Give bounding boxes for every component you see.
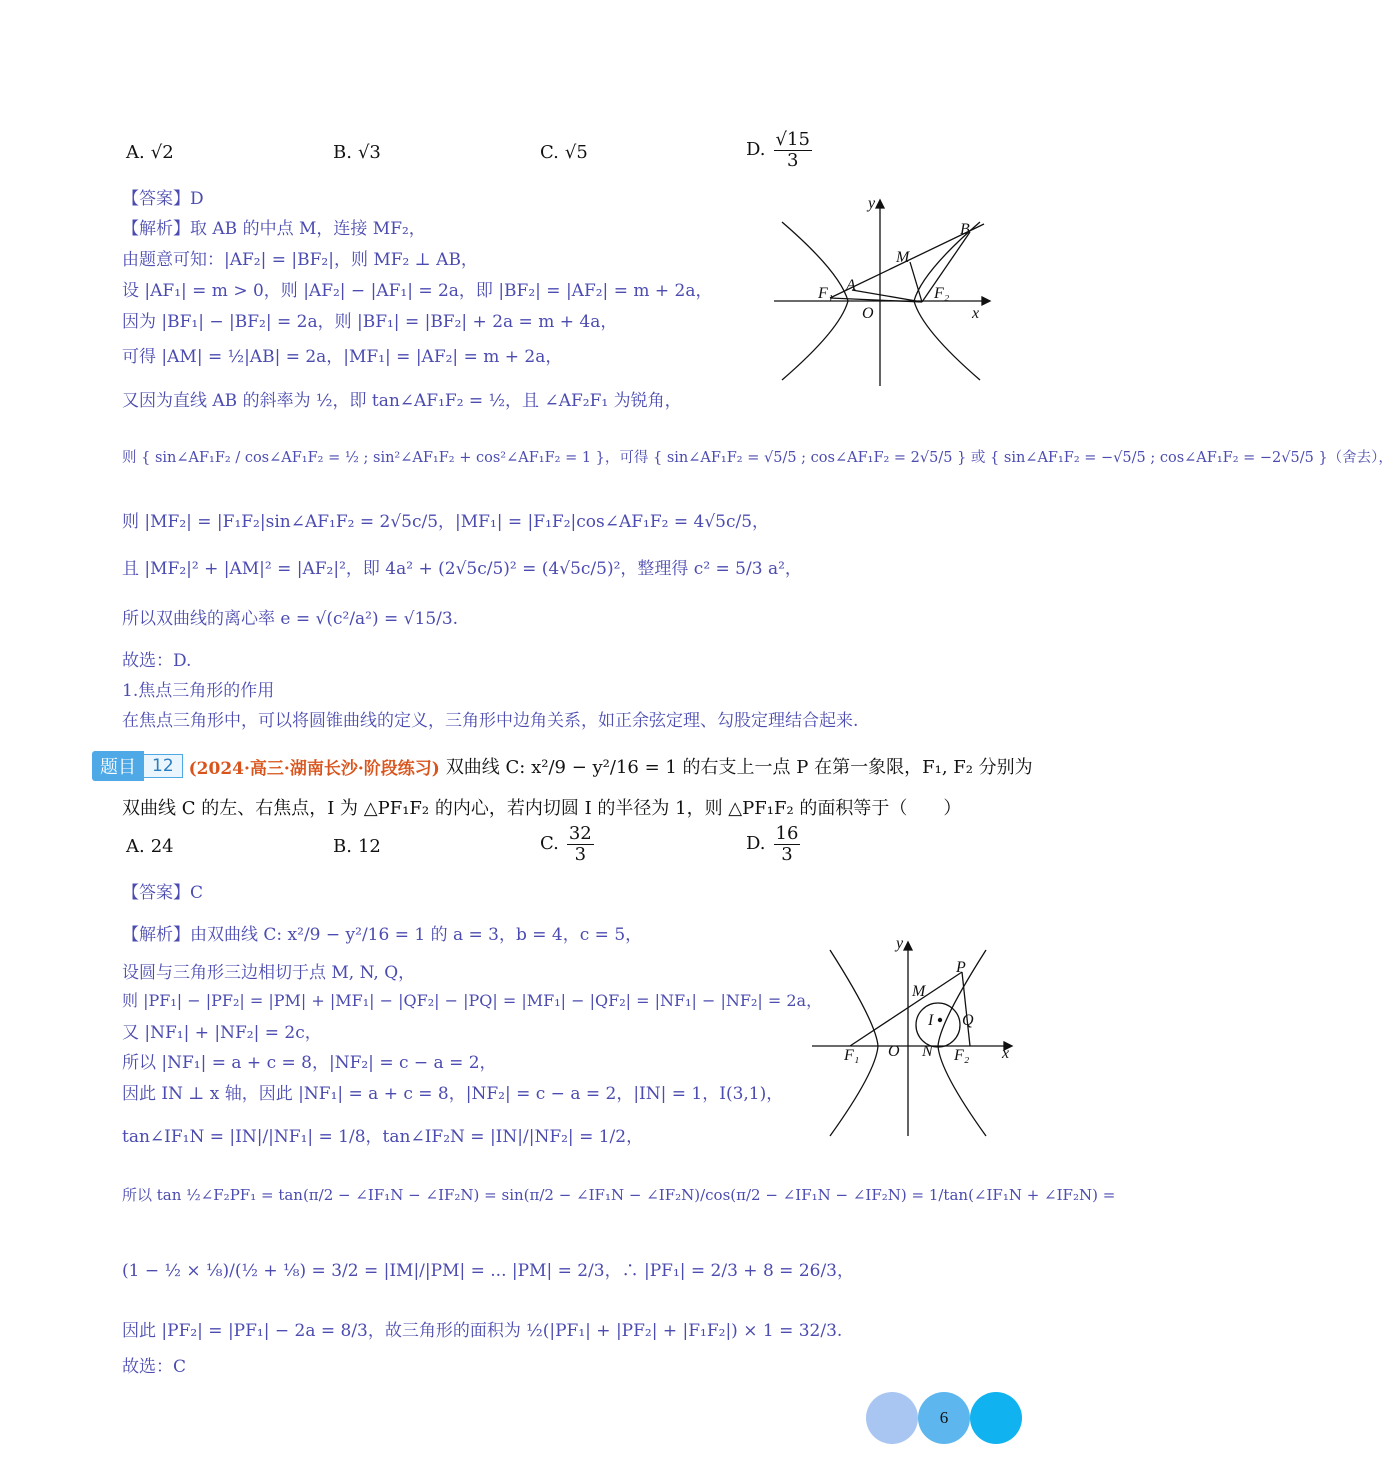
option-label: C. (540, 833, 559, 855)
figure-hyperbola-2 (810, 932, 1020, 1137)
option-value: √2 (150, 142, 174, 163)
q11-explanation-line: 故选：D. (122, 651, 192, 671)
q12-explanation-line: 【解析】由双曲线 C: x²/9 − y²/16 = 1 的 a = 3，b = 4，c = 5， (122, 925, 643, 945)
option-label: B. (333, 836, 352, 857)
page-number: 6 (918, 1392, 970, 1444)
incircle (916, 1003, 960, 1047)
page-number-badge (866, 1392, 1026, 1446)
q12-explanation-line: 所以 tan ½∠F₂PF₁ = tan(π/2 − ∠IF₁N − ∠IF₂N) = sin(π/2 − ∠IF₁N − ∠IF₂N)/cos(π/2 − ∠IF₁N − ∠IF₂N) = 1/tan(∠IF₁N + ∠IF₂N) = (122, 1186, 1116, 1204)
option-value: 12 (357, 836, 381, 857)
decor-circle (866, 1392, 918, 1444)
question-number: 12 (144, 754, 183, 778)
label-f1: F₁ (818, 285, 834, 302)
label-m: M (896, 249, 910, 266)
q12-explanation-line: (1 − ½ × ⅛)/(½ + ⅛) = 3/2 = |IM|/|PM| = ... |PM| = 2/3，∴ |PF₁| = 2/3 + 8 = 26/3， (122, 1261, 854, 1281)
fraction-denominator: 3 (574, 843, 587, 865)
q12-answer: 【答案】C (122, 883, 204, 903)
q11-explanation-line: 又因为直线 AB 的斜率为 ½，即 tan∠AF₁F₂ = ½，且 ∠AF₂F₁ 为锐角， (122, 391, 682, 411)
q12-explanation-line: 又 |NF₁| + |NF₂| = 2c， (122, 1023, 322, 1043)
label-m: M (912, 983, 926, 1000)
q11-explanation-line: 所以双曲线的离心率 e = √(c²/a²) = √15/3. (122, 609, 459, 629)
option-value: √5 (564, 142, 588, 163)
fraction-numerator: 16 (775, 823, 799, 844)
label-f1: F₁ (844, 1047, 860, 1064)
option-fraction (774, 824, 801, 865)
segment-pf1 (850, 972, 962, 1046)
question-source: (2024·高三·湖南长沙·阶段练习) (188, 758, 440, 779)
question-tag: 题目 (92, 751, 144, 781)
label-x: x (1002, 1045, 1010, 1062)
label-n: N (922, 1043, 933, 1060)
q11-note-heading: 1.焦点三角形的作用 (122, 681, 275, 701)
q12-explanation-line: 设圆与三角形三边相切于点 M, N, Q， (122, 963, 416, 983)
q11-explanation-line: 由题意可知：|AF₂| = |BF₂|，则 MF₂ ⊥ AB， (122, 250, 478, 270)
option-label: D. (746, 139, 766, 161)
q12-explanation-line: 因此 |PF₂| = |PF₁| − 2a = 8/3，故三角形的面积为 ½(|PF₁| + |PF₂| + |F₁F₂|) × 1 = 32/3. (122, 1321, 843, 1341)
question-12-header (92, 752, 1033, 780)
label-y: y (896, 935, 904, 952)
question-text-line: 双曲线 C 的左、右焦点，I 为 △PF₁F₂ 的内心，若内切圆 I 的半径为 1，则 △PF₁F₂ 的面积等于（ ） (122, 798, 962, 819)
label-o: O (862, 305, 874, 322)
label-o: O (888, 1043, 900, 1060)
q11-explanation-line: 可得 |AM| = ½|AB| = 2a，|MF₁| = |AF₂| = m + 2a， (122, 347, 563, 367)
q12-explanation-line: 则 |PF₁| − |PF₂| = |PM| + |MF₁| − |QF₂| − |PQ| = |MF₁| − |QF₂| = |NF₁| − |NF₂| = 2a， (122, 991, 823, 1010)
option-label: A. (126, 836, 145, 857)
q11-explanation-line: 且 |MF₂|² + |AM|² = |AF₂|²，即 4a² + (2√5c/5)² = (4√5c/5)²，整理得 c² = 5/3 a²， (122, 559, 802, 579)
q12-explanation-line: 故选：C (122, 1357, 187, 1377)
label-x: x (972, 305, 980, 322)
q11-explanation-line: 【解析】取 AB 的中点 M，连接 MF₂， (122, 219, 426, 239)
q12-option-a (126, 836, 174, 857)
option-label: B. (333, 142, 352, 163)
q11-option-d (746, 130, 814, 171)
option-fraction (774, 130, 812, 171)
q12-option-c (540, 824, 596, 865)
label-f2: F₂ (954, 1047, 970, 1064)
q12-option-d (746, 824, 802, 865)
label-f2: F₂ (934, 285, 950, 302)
label-i: I (928, 1012, 934, 1029)
option-value: √3 (357, 142, 381, 163)
fraction-denominator: 3 (786, 149, 799, 171)
option-value: 24 (150, 836, 174, 857)
x-axis-arrow-icon (982, 297, 990, 305)
option-label: C. (540, 142, 559, 163)
fraction-denominator: 3 (781, 843, 793, 865)
incenter-point (938, 1018, 942, 1022)
q12-explanation-line: tan∠IF₁N = |IN|/|NF₁| = 1/8，tan∠IF₂N = |IN|/|NF₂| = 1/2， (122, 1127, 644, 1147)
q11-option-b (333, 142, 381, 163)
label-a: A (846, 277, 856, 294)
fraction-numerator: 32 (568, 823, 592, 844)
option-label: D. (746, 833, 766, 855)
option-label: A. (126, 142, 145, 163)
q11-explanation-line: 因为 |BF₁| − |BF₂| = 2a，则 |BF₁| = |BF₂| + 2a = m + 4a， (122, 312, 618, 332)
q11-explanation-line: 设 |AF₁| = m > 0，则 |AF₂| − |AF₁| = 2a，即 |BF₂| = |AF₂| = m + 2a， (122, 281, 713, 301)
q12-explanation-line: 因此 IN ⊥ x 轴，因此 |NF₁| = a + c = 8，|NF₂| = c − a = 2，|IN| = 1，I(3,1)， (122, 1084, 784, 1104)
label-q: Q (962, 1012, 974, 1029)
q11-option-a (126, 142, 174, 163)
decor-circle (970, 1392, 1022, 1444)
q12-option-b (333, 836, 381, 857)
q11-option-c (540, 142, 588, 163)
y-axis-arrow-icon (876, 200, 884, 208)
fraction-numerator: √15 (775, 129, 810, 150)
q12-explanation-line: 所以 |NF₁| = a + c = 8，|NF₂| = c − a = 2， (122, 1053, 497, 1073)
q11-explanation-line: 则 |MF₂| = |F₁F₂|sin∠AF₁F₂ = 2√5c/5，|MF₁| = |F₁F₂|cos∠AF₁F₂ = 4√5c/5， (122, 512, 770, 532)
y-axis-arrow-icon (904, 942, 912, 950)
label-p: P (956, 959, 966, 976)
label-b: B (960, 221, 970, 238)
option-fraction (567, 824, 594, 865)
question-text-line: 双曲线 C: x²/9 − y²/16 = 1 的右支上一点 P 在第一象限，F₁, F₂ 分别为 (445, 757, 1033, 778)
q11-answer: 【答案】D (122, 189, 204, 209)
label-y: y (868, 195, 876, 212)
q11-note-text: 在焦点三角形中，可以将圆锥曲线的定义，三角形中边角关系，如正余弦定理、勾股定理结合起来. (122, 711, 859, 731)
figure-hyperbola-1 (770, 192, 995, 392)
q11-explanation-line: 则 { sin∠AF₁F₂ / cos∠AF₁F₂ = ½ ; sin²∠AF₁F₂ + cos²∠AF₁F₂ = 1 }，可得 { sin∠AF₁F₂ = √5/5 ; cos∠AF₁F₂ = 2√5/5 } 或 { sin∠AF₁F₂ = −√5/5 ; cos∠AF₁F₂ = −2√5/5 }（舍去）， (122, 450, 1393, 466)
